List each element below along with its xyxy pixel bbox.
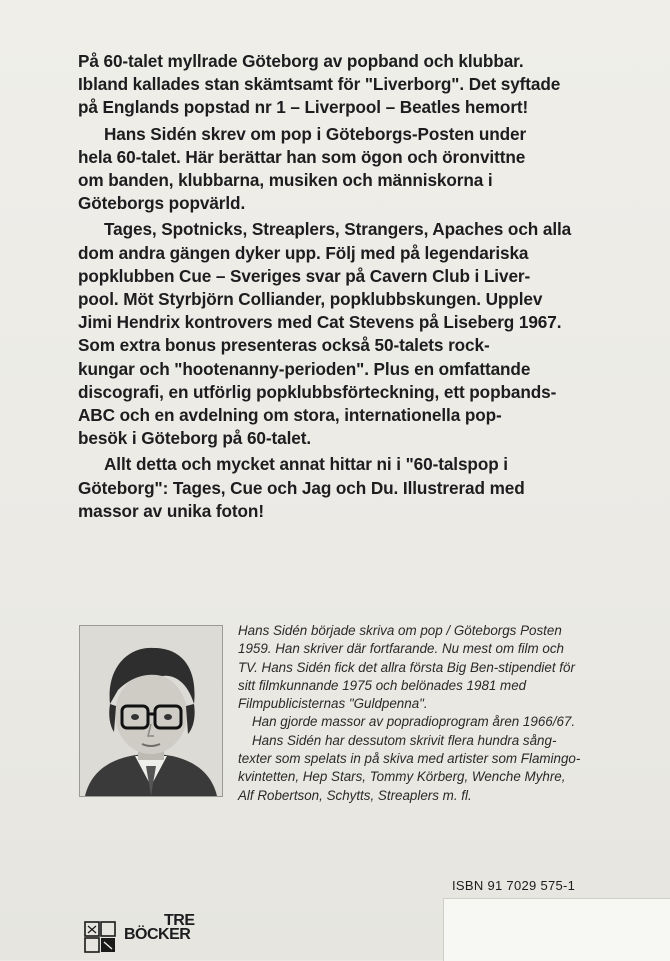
- blurb-paragraph-1: På 60-talet myllrade Göteborg av popband och klubbar. Ibland kallades stan skämtsamt för "Liverborg". Det syftade på Englands popstad nr 1 – Liverpool – Beatles hemort!: [78, 51, 561, 118]
- author-bio: [238, 622, 638, 805]
- barcode-label-area: [443, 898, 670, 961]
- blurb-paragraph-3: Tages, Spotnicks, Streaplers, Strangers, Apaches och alla dom andra gängen dyker upp. Följ med på legendariska popklubben Cue – Sveriges svar på Cavern Club i Liver- pool. Möt Styrbjörn Colliander, popklubbskungen. Upplev Jimi Hendrix kontrovers med Cat Stevens på Liseberg 1967. Som extra bonus presenteras också 50-talets rock- kungar och "hootenanny-perioden". Plus en omfattande discografi, en utförlig popklubbsförteckning, ett popbands- ABC och en avdelning om stora, internationella pop- besök i Göteborg på 60-talet.: [78, 219, 572, 449]
- publisher-wordmark: TRE BÖCKER: [124, 912, 195, 943]
- bio-paragraph-1: Hans Sidén började skriva om pop / Göteborgs Posten 1959. Han skriver där fortfarande. Nu mest om film och TV. Hans Sidén fick det allra första Big Ben-stipendiet för sitt filmkunnande 1975 och belönades 1981 med Filmpublicisternas "Guldpenna".: [238, 623, 575, 712]
- blurb-paragraph-4: Allt detta och mycket annat hittar ni i "60-talspop i Göteborg": Tages, Cue och Jag och Du. Illustrerad med massor av unika foton!: [78, 454, 525, 521]
- isbn-number: ISBN 91 7029 575-1: [452, 878, 576, 893]
- cover-blurb: [78, 50, 638, 526]
- bio-paragraph-2: Han gjorde massor av popradioprogram åren 1966/67.: [252, 714, 576, 730]
- author-portrait-illustration: [80, 626, 222, 796]
- author-photo: [79, 625, 223, 797]
- blurb-paragraph-2: Hans Sidén skrev om pop i Göteborgs-Posten under hela 60-talet. Här berättar han som ögon och öronvittne om banden, klubbarna, musiken och människorna i Göteborgs popvärld.: [78, 123, 527, 214]
- bio-paragraph-3: Hans Sidén har dessutom skrivit flera hundra sång- texter som spelats in på skiva med artister som Flamingo- kvintetten, Hep Stars, Tommy Körberg, Wenche Myhre, Alf Robertson, Schytts, Streaplers m. fl.: [238, 732, 581, 803]
